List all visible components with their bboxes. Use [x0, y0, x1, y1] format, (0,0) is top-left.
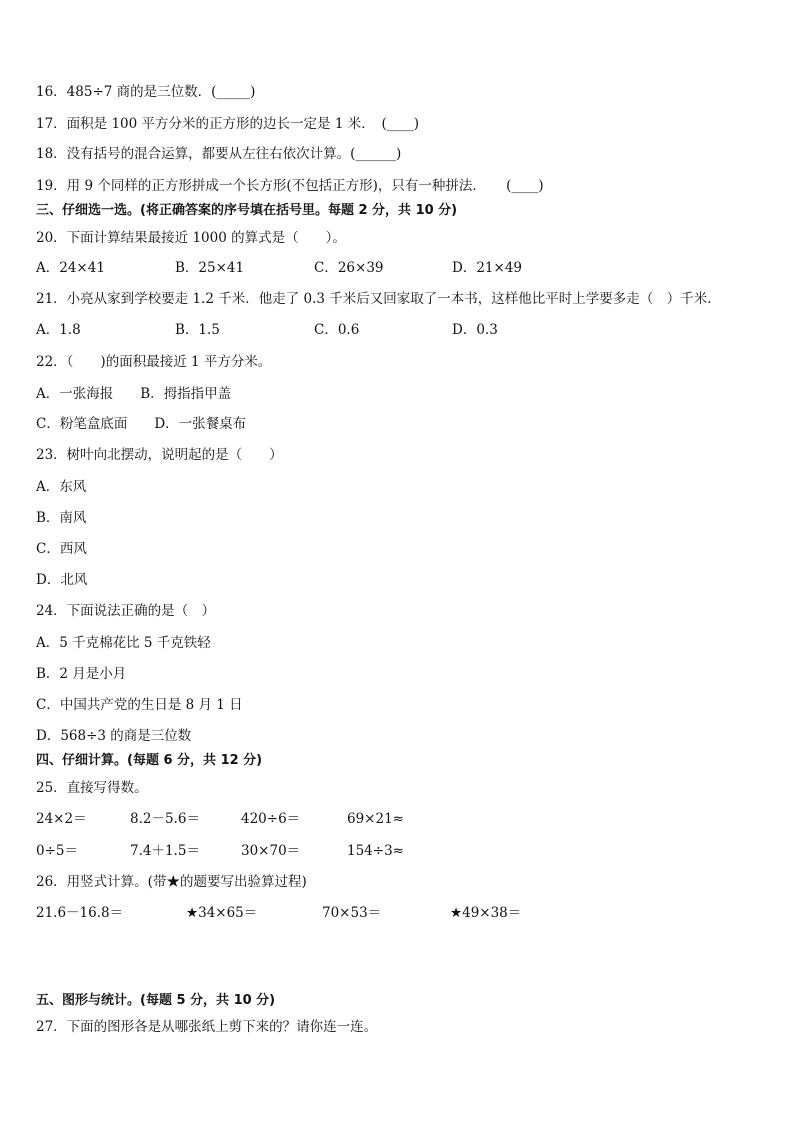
q26-expr: 21.6－16.8＝ — [36, 905, 124, 921]
q20-option-b: B．25×41 — [175, 260, 245, 276]
q25-expr: 30×70＝ — [241, 843, 301, 859]
q24-option-a: A．5 千克棉花比 5 千克铁轻 — [36, 635, 211, 651]
q23-option-b: B．南风 — [36, 510, 87, 526]
q24-option-b: B．2 月是小月 — [36, 666, 127, 682]
q26-expr: ★49×38＝ — [450, 905, 522, 921]
question-27: 27．下面的图形各是从哪张纸上剪下来的？请你连一连。 — [36, 1019, 378, 1035]
q25-expr: 24×2＝ — [36, 811, 87, 827]
section-5-heading: 五、图形与统计。(每题 5 分，共 10 分) — [36, 993, 276, 1008]
question-19: 19．用 9 个同样的正方形拼成一个长方形(不包括正方形)，只有一种拼法． (____) — [36, 178, 544, 194]
q24-option-d: D．568÷3 的商是三位数 — [36, 728, 192, 744]
q26-expr: 70×53＝ — [322, 905, 382, 921]
q23-option-c: C．西风 — [36, 541, 87, 557]
question-25: 25．直接写得数。 — [36, 780, 148, 796]
q20-option-c: C．26×39 — [314, 260, 384, 276]
q25-expr: 8.2－5.6＝ — [130, 811, 200, 827]
q20-option-a: A．24×41 — [36, 260, 105, 276]
question-17: 17．面积是 100 平方分米的正方形的边长一定是 1 米． (____) — [36, 116, 419, 132]
q26-expr: ★34×65＝ — [186, 905, 258, 921]
q23-option-a: A．东风 — [36, 479, 87, 495]
q25-expr: 0÷5＝ — [36, 843, 78, 859]
q21-option-d: D．0.3 — [452, 322, 498, 338]
q25-expr: 154÷3≈ — [347, 843, 404, 859]
section-3-heading: 三、仔细选一选。(将正确答案的序号填在括号里。每题 2 分，共 10 分) — [36, 203, 458, 218]
q22-options-row1: A．一张海报 B．拇指指甲盖 — [36, 386, 232, 402]
q22-options-row2: C．粉笔盒底面 D．一张餐桌布 — [36, 416, 247, 432]
question-21: 21．小亮从家到学校要走 1.2 千米．他走了 0.3 千米后又回家取了一本书，这样他比平时上学要多走（ ）千米． — [36, 291, 721, 307]
q25-expr: 420÷6＝ — [241, 811, 301, 827]
question-20: 20．下面计算结果最接近 1000 的算式是（ ）。 — [36, 230, 346, 246]
q21-option-b: B．1.5 — [175, 322, 220, 338]
question-26: 26．用竖式计算。(带★的题要写出验算过程) — [36, 874, 307, 890]
question-24: 24．下面说法正确的是（ ） — [36, 603, 216, 619]
question-22: 22．（ )的面积最接近 1 平方分米。 — [36, 354, 272, 370]
question-16: 16．485÷7 商的是三位数．(_____) — [36, 84, 256, 100]
question-23: 23．树叶向北摆动，说明起的是（ ） — [36, 447, 283, 463]
q25-expr: 7.4＋1.5＝ — [130, 843, 200, 859]
q20-option-d: D．21×49 — [452, 260, 522, 276]
q21-option-c: C．0.6 — [314, 322, 360, 338]
q24-option-c: C．中国共产党的生日是 8 月 1 日 — [36, 697, 243, 713]
q21-option-a: A．1.8 — [36, 322, 81, 338]
question-18: 18．没有括号的混合运算，都要从左往右依次计算。(______) — [36, 146, 402, 162]
q23-option-d: D．北风 — [36, 572, 88, 588]
q25-expr: 69×21≈ — [347, 811, 404, 827]
section-4-heading: 四、仔细计算。(每题 6 分，共 12 分) — [36, 753, 263, 768]
